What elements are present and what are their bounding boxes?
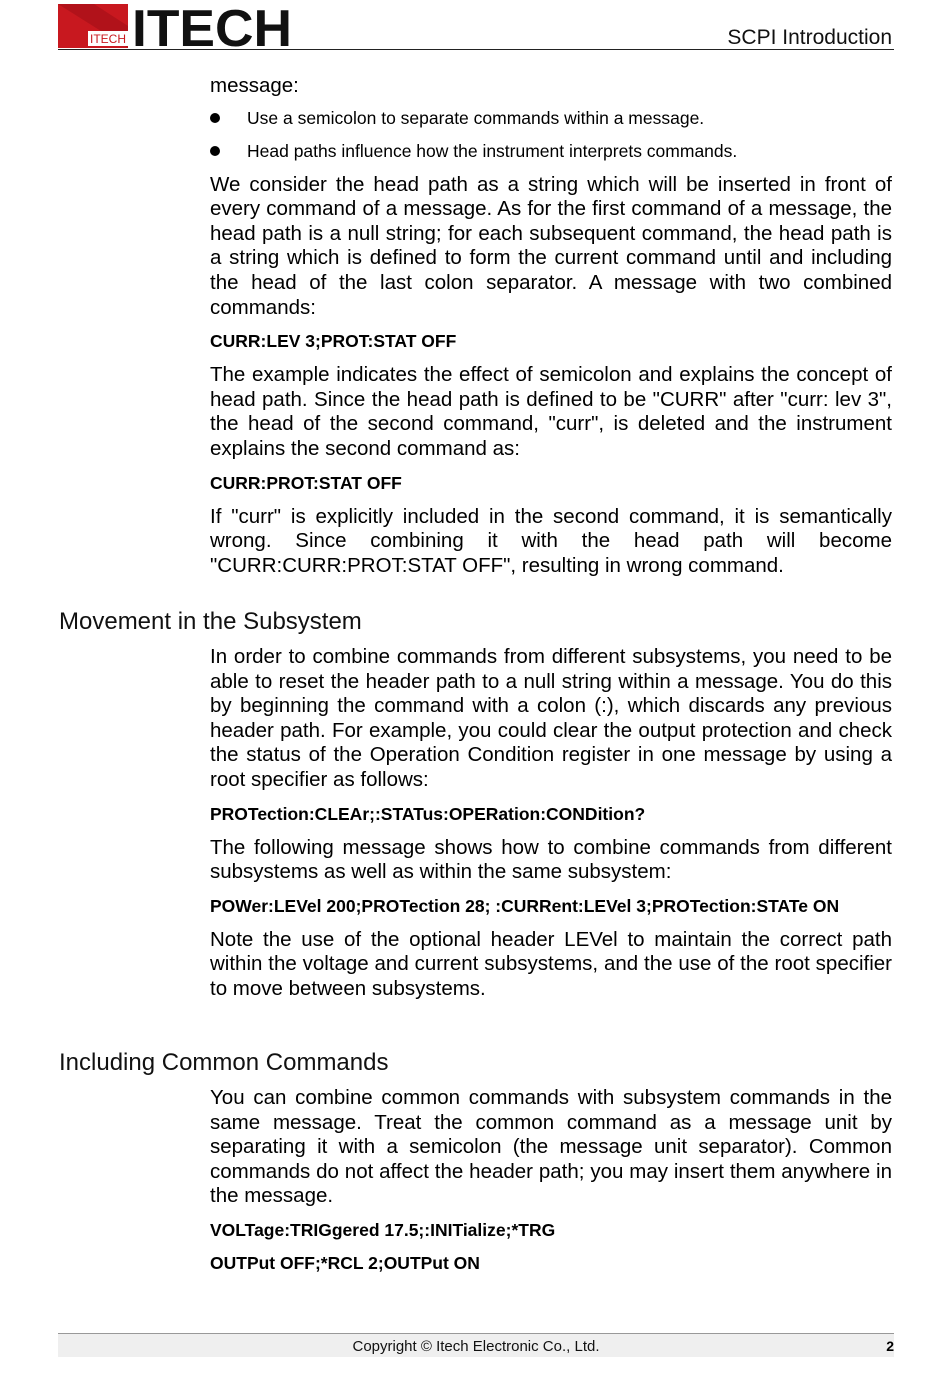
bullet-dot-icon: [210, 113, 220, 123]
bullet-item: [210, 107, 892, 129]
page-footer: [58, 1333, 894, 1357]
movement-paragraph: Note the use of the optional header LEVel to maintain the correct path within the voltage and current subsystems, and the use of the root specifier to move between subsystems.: [210, 927, 892, 1000]
itech-logo: [58, 4, 298, 48]
bullet-item: [210, 140, 892, 162]
command-example: CURR:PROT:STAT OFF: [210, 472, 402, 493]
command-example: POWer:LEVel 200;PROTection 28; :CURRent:LEVel 3;PROTection:STATe ON: [210, 895, 840, 916]
intro-paragraph: We consider the head path as a string which will be inserted in front of every command of a message. As for the first command of a message, the head path is a null string; for each subsequent command, the head path is a string which is defined to form the current command until and including the head of the last colon separator. A message with two combined commands:: [210, 172, 892, 319]
logo-wordmark: ITECH: [132, 4, 292, 48]
command-example: VOLTage:TRIGgered 17.5;:INITialize;*TRG: [210, 1219, 556, 1240]
intro-paragraph: If "curr" is explicitly included in the second command, it is semantically wrong. Since combining it with the head path will become "CURR:CURR:PROT:STAT OFF", resulting in wrong command.: [210, 504, 892, 577]
section-heading-movement: Movement in the Subsystem: [59, 608, 362, 635]
logo-badge: ITECH: [90, 32, 126, 46]
intro-section: [210, 74, 892, 588]
common-paragraph: You can combine common commands with subsystem commands in the same message. Treat the common command as a message unit by separating it with a semicolon (the message unit separator). Common commands do not affect the header path; you may insert them anywhere in the message.: [210, 1086, 892, 1208]
section-heading-common: Including Common Commands: [59, 1049, 389, 1076]
header-title: SCPI Introduction: [727, 26, 892, 49]
movement-paragraph: The following message shows how to combine commands from different subsystems as well as within the same subsystem:: [210, 835, 892, 884]
bullet-text: Use a semicolon to separate commands within a message.: [247, 107, 705, 128]
common-section: [210, 1086, 892, 1285]
bullet-dot-icon: [210, 146, 220, 156]
command-example: CURR:LEV 3;PROT:STAT OFF: [210, 331, 457, 352]
page-header: [58, 4, 894, 50]
footer-copyright: Copyright © Itech Electronic Co., Ltd.: [352, 1338, 600, 1355]
command-example: PROTection:CLEAr;:STATus:OPERation:CONDition?: [210, 803, 646, 824]
intro-paragraph: The example indicates the effect of semicolon and explains the concept of head path. Since the head path is defined to be "CURR" after "curr: lev 3", the head of the second command, "curr", is deleted and the instrument explains the second command as:: [210, 363, 892, 460]
bullet-text: Head paths influence how the instrument interprets commands.: [247, 140, 738, 161]
page-number: 2: [886, 1338, 894, 1354]
intro-lead: message:: [210, 74, 299, 97]
movement-paragraph: In order to combine commands from different subsystems, you need to be able to reset the header path to a null string within a message. You do this by beginning the command with a colon (:), which discards any previous header path. For example, you could clear the output protection and check the status of the Operation Condition register in one message by using a root specifier as follows:: [210, 645, 892, 791]
movement-section: [210, 645, 892, 1012]
command-example: OUTPut OFF;*RCL 2;OUTPut ON: [210, 1252, 480, 1273]
